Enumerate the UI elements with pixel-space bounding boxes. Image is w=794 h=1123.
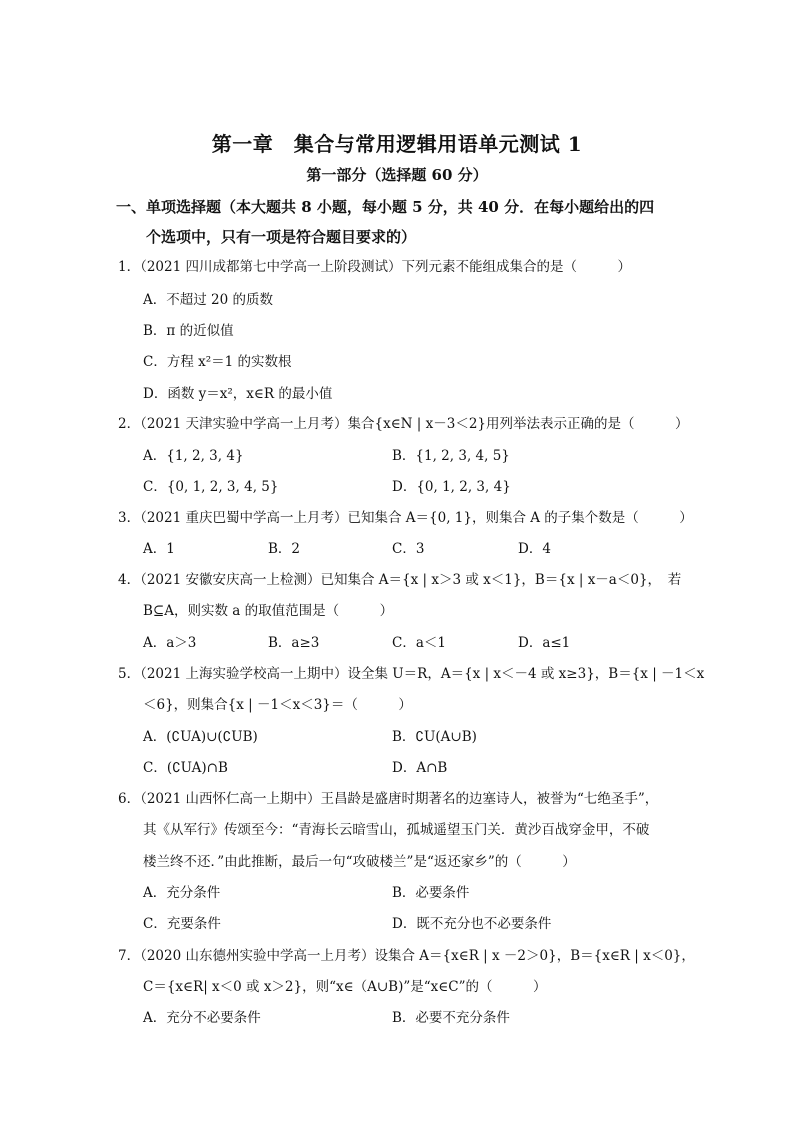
question-5-stem-continued: ＜6}，则集合{x | －1＜x＜3}＝（ ） [143, 697, 412, 713]
question-4-option-a: A．a＞3 [143, 635, 197, 651]
question-6-option-c: C．充要条件 [143, 916, 221, 932]
question-4-stem-continued: B⊆A，则实数 a 的取值范围是（ ） [143, 603, 394, 619]
part-subtitle: 第一部分（选择题 60 分） [306, 166, 488, 184]
question-4-stem: 4．（2021 安徽安庆高一上检测）已知集合 A＝{x | x＞3 或 x＜1}，B＝{x | x－a＜0}， 若 [118, 572, 682, 588]
question-3-stem: 3．（2021 重庆巴蜀中学高一上月考）已知集合 A＝{0, 1}，则集合 A 的子集个数是（ ） [118, 510, 693, 526]
question-6-option-b: B．必要条件 [392, 885, 470, 901]
question-3-option-d: D．4 [518, 541, 551, 557]
question-7-stem-continued: C＝{x∈R| x＜0 或 x＞2}，则“x∈（A∪B)”是“x∈C”的（ ） [143, 979, 547, 995]
question-3-option-c: C．3 [392, 541, 425, 557]
question-4-option-c: C．a＜1 [392, 635, 446, 651]
question-5-option-c: C．(∁UA)∩B [143, 760, 228, 776]
question-2-option-b: B．{1, 2, 3, 4, 5} [392, 448, 510, 464]
question-1-stem: 1．（2021 四川成都第七中学高一上阶段测试）下列元素不能组成集合的是（ ） [118, 259, 631, 275]
question-6-stem-line2: 其《从军行》传颂至今：“青海长云暗雪山，孤城遥望玉门关．黄沙百战穿金甲，不破 [143, 822, 650, 838]
question-2-option-d: D．{0, 1, 2, 3, 4} [392, 479, 511, 495]
question-6-stem: 6．（2021 山西怀仁高一上期中）王昌龄是盛唐时期著名的边塞诗人，被誉为“七绝圣手”， [118, 791, 659, 807]
question-3-option-b: B．2 [268, 541, 301, 557]
question-1-option-a: A．不超过 20 的质数 [143, 292, 274, 308]
question-2-option-c: C．{0, 1, 2, 3, 4, 5} [143, 479, 279, 495]
question-5-option-d: D．A∩B [392, 760, 448, 776]
question-3-option-a: A．1 [143, 541, 175, 557]
question-7-stem: 7．（2020 山东德州实验中学高一上月考）设集合 A＝{x∈R | x －2＞0}，B＝{x∈R | x＜0}， [118, 948, 695, 964]
question-1-option-d: D．函数 y＝x²，x∈R 的最小值 [143, 386, 333, 402]
question-6-option-a: A．充分条件 [143, 885, 221, 901]
section-heading-line2: 个选项中，只有一项是符合题目要求的） [146, 228, 417, 246]
page-title: 第一章 集合与常用逻辑用语单元测试 1 [211, 132, 583, 156]
question-6-option-d: D．既不充分也不必要条件 [392, 916, 552, 932]
question-7-option-b: B．必要不充分条件 [392, 1010, 510, 1026]
question-5-stem: 5．（2021 上海实验学校高一上期中）设全集 U＝R，A＝{x | x＜－4 或 x≥3}，B＝{x | －1＜x [118, 666, 705, 682]
question-5-option-b: B．∁U(A∪B) [392, 729, 477, 745]
question-4-option-b: B．a≥3 [268, 635, 320, 651]
question-2-option-a: A．{1, 2, 3, 4} [143, 448, 244, 464]
question-1-option-c: C．方程 x²＝1 的实数根 [143, 354, 292, 370]
question-2-stem: 2．（2021 天津实验中学高一上月考）集合{x∈N | x－3＜2}用列举法表示正确的是（ ） [118, 416, 689, 432]
section-heading-line1: 一、单项选择题（本大题共 8 小题，每小题 5 分，共 40 分．在每小题给出的四 [116, 198, 655, 216]
question-6-stem-line3: 楼兰终不还．”由此推断，最后一句“攻破楼兰”是“返还家乡”的（ ） [143, 854, 576, 870]
question-1-option-b: B．π 的近似值 [143, 323, 234, 339]
question-5-option-a: A．(∁UA)∪(∁UB) [143, 729, 258, 745]
question-7-option-a: A．充分不必要条件 [143, 1010, 261, 1026]
question-4-option-d: D．a≤1 [518, 635, 571, 651]
